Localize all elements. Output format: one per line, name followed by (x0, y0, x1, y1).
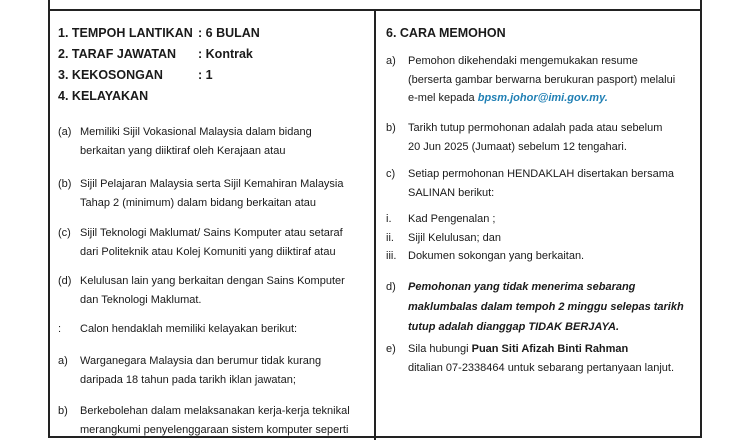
heading-kekosongan: 3. KEKOSONGAN : 1 (58, 68, 213, 82)
left-column: 1. TEMPOH LANTIKAN : 6 BULAN 2. TARAF JAWATAN : Kontrak 3. KEKOSONGAN : 1 4. KELAYAKAN (a) Memiliki Sijil Vokasional Malaysia dalam bidang berkaitan yang diiktiraf oleh Kerajaan atau (b) Sijil Pelajaran Malaysia serta Sijil Kemahiran Malaysia Tahap 2 (minimum) dalam bidang berkaitan atau (c) Sijil Teknologi Maklumat/ Sains Komputer atau setaraf dari Politeknik atau Kolej Komuniti yang diiktiraf atau (d) Kelulusan lain yang berkaitan dengan Sains Komputer dan Teknologi Maklumat. : Calon hendaklah memiliki kelayakan berikut: a) Warganegara Malaysia dan berumur tidak kurang daripada 18 tahun pada tarikh iklan jawatan; b) Berkebolehan dalam melaksanakan kerja-kerja teknikal merangkumi penyelenggaraan sistem komputer seperti (58, 24, 363, 108)
heading-tempoh: 1. TEMPOH LANTIKAN : 6 BULAN (58, 26, 260, 40)
email-link[interactable]: bpsm.johor@imi.gov.my. (477, 92, 608, 104)
contact-name: Puan Siti Afizah Binti Rahman (471, 343, 629, 355)
heading-kelayakan: 4. KELAYAKAN (58, 89, 149, 103)
column-divider (374, 10, 376, 440)
section-heading-cara-memohon: 6. CARA MEMOHON (386, 26, 506, 40)
heading-taraf: 2. TARAF JAWATAN : Kontrak (58, 47, 253, 61)
